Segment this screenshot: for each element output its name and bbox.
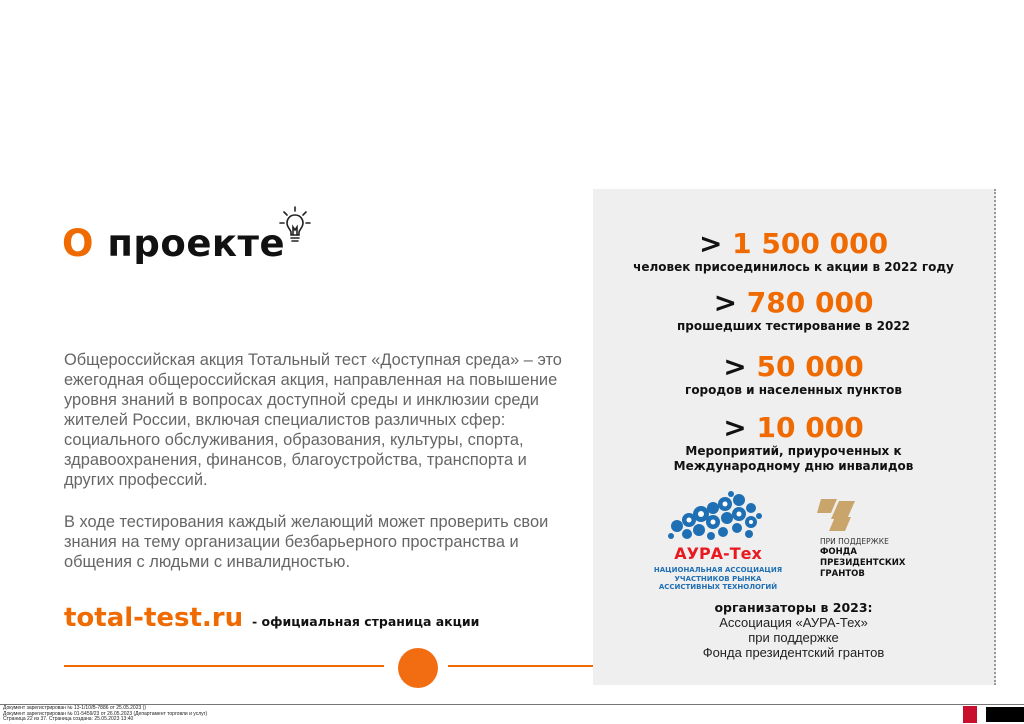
page-title-rest: проекте xyxy=(93,222,286,265)
fund-name: ФОНДА ПРЕЗИДЕНТСКИХ ГРАНТОВ xyxy=(820,547,906,579)
moscow-emblem-icon xyxy=(963,706,977,723)
footer-line: Страница 22 из 37. Страница создана: 25.05.2023 13:40 xyxy=(3,716,134,722)
website-link[interactable]: total-test.ru xyxy=(64,603,244,633)
stat-events xyxy=(593,412,994,474)
project-description: Общероссийская акция Тотальный тест «Доступная среда» – это ежегодная общероссийская акция, направленная на повышение уровня знаний в вопросах доступной среды и инклюзии среди жителей России, включая специалистов различных сфер: социального обслуживания, образования, культуры, спорта, здравоохранения, финансов, благоустройства, транспорта и других профессий. xyxy=(64,351,562,489)
stat-cities xyxy=(593,351,994,398)
divider-left xyxy=(64,665,384,667)
orange-dot xyxy=(398,648,438,688)
organizers-block xyxy=(593,600,994,660)
stat-label: человек присоединилось к акции в 2022 году xyxy=(633,260,954,274)
footer-line: Документ зарегистрирован № 01-5459/23 от 26.05.2023 (Департамент торговли и услуг) xyxy=(3,710,208,717)
organizers-line: Фонда президентский грантов xyxy=(702,645,885,660)
stat-label: прошедших тестирование в 2022 xyxy=(676,319,911,333)
stat-value: 50 000 xyxy=(756,350,864,383)
aura-tech-logo xyxy=(665,486,765,546)
website-note: - официальная страница акции xyxy=(252,614,480,629)
stat-value: 780 000 xyxy=(746,286,874,319)
testing-description: В ходе тестирования каждый желающий может проверить свои знания на тему организации безбарьерного пространства и общения с людьми с инвалидностью. xyxy=(64,513,549,571)
organizers-line: при поддержке xyxy=(748,630,839,645)
registration-footer xyxy=(3,706,207,723)
stat-value: 1 500 000 xyxy=(732,227,889,260)
footer-rule xyxy=(0,704,1024,705)
stats-panel xyxy=(593,189,996,685)
page-title xyxy=(62,222,285,265)
stat-value: 10 000 xyxy=(756,411,864,444)
organizers-line: Ассоциация «АУРА-Тех» xyxy=(719,615,868,630)
stat-participants xyxy=(593,228,994,275)
stat-prefix: > xyxy=(713,286,747,319)
page-title-accent: О xyxy=(62,222,94,265)
stat-prefix: > xyxy=(723,350,757,383)
footer-line: Документ зарегистрирован № 13-1/10/В-7886 от 25.05.2023 () xyxy=(3,705,146,711)
fund-prefix: ПРИ ПОДДЕРЖКЕ xyxy=(820,537,889,546)
organizers-title: организаторы в 2023: xyxy=(714,600,873,615)
stat-label: Мероприятий, приуроченных к Международному дню инвалидов xyxy=(673,444,914,473)
stat-prefix: > xyxy=(698,227,733,260)
stat-prefix: > xyxy=(723,411,757,444)
aura-tech-subtitle: НАЦИОНАЛЬНАЯ АССОЦИАЦИЯ УЧАСТНИКОВ РЫНКА АССИСТИВНЫХ ТЕХНОЛОГИЙ xyxy=(653,566,783,591)
redaction-box xyxy=(986,707,1024,722)
lightbulb-icon xyxy=(279,205,311,247)
presidential-grants-fund-logo xyxy=(817,497,857,533)
aura-tech-name: АУРА-Тех xyxy=(674,544,762,563)
stat-label: городов и населенных пунктов xyxy=(685,383,902,397)
stat-tested xyxy=(593,287,994,334)
